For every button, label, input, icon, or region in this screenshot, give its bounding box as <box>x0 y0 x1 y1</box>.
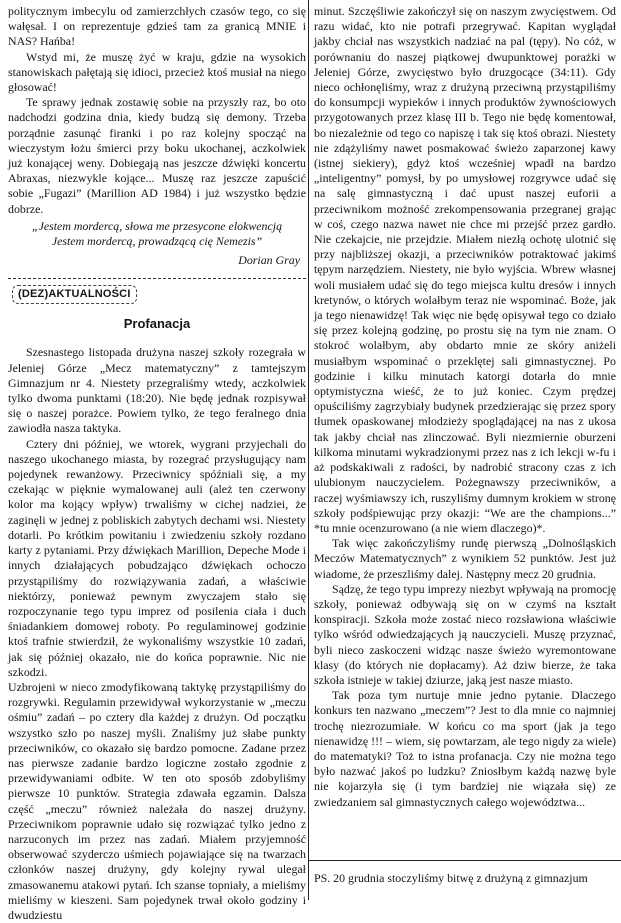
quote-line: „Jestem mordercą, słowa me przesycone elokwencją <box>31 218 283 233</box>
paragraph: Cztery dni później, we wtorek, wygrani przyjechali do naszego ukochanego miasta, by rozegrać przysługujący nam pojedynek rewanżowy. Przeciwnicy spóźniali się, a my czekając w pięknie wymalowanej auli (ależ ten czerwony kolor ma kojący wpływ) trwaliśmy w cichej nadziei, że zaginęli w jednej z pobliskich zabytych dechami wsi. Niestety dotarli. Po krótkim powitaniu i zwiedzeniu szkoły rozdano karty z pytaniami. Przy dźwiękach Marillion, Depeche Mode i innych działających pobudzająco dźwiękach ochoczo przystąpiliśmy do rozwiązywania zadań, a właściwie niektórzy, ponieważ pewnym zwyczajem stało się rozpoczynanie tego typu imprez od posilenia ciała i duch śniadankiem domowej roboty. Po regulaminowej godzinie ktoś trafnie stwierdził, że wykonaliśmy wszystkie 10 zadań, jak się później okazało, nie do końca poprawnie. Nic nie szkodzi. <box>8 436 306 679</box>
poem-quote <box>8 219 306 249</box>
ps-divider <box>308 860 621 861</box>
paragraph: Tak więc zakończyliśmy rundę pierwszą „Dolnośląskich Meczów Matematycznych” z wynikiem 52 punktów. Jest już wiadome, że przeszliśmy dalej. Następny mecz 20 grudnia. <box>314 536 616 581</box>
quote-line: Jestem mordercą, prowadzącą cię Nemezis” <box>51 233 263 248</box>
column-divider <box>308 0 309 900</box>
paragraph: Tak poza tym nurtuje mnie jedno pytanie. Dlaczego konkurs ten nazwano „meczem”? Jest to dla mnie co najmniej trochę niezrozumiałe. W końcu co ma sport (jak ja tego nienawidzę !!! – wiem, się powtarzam, ale tego nigdy za wiele) do matematyki? Toż to istna profanacja. Czy nie można tego było nazwać jakoś po ludzku? Zniosłbym każdą nazwę byle nie kojarzyła się (i tym bardziej nie wiązała się) ze zwiedzaniem sal gimnastycznych całego województwa... <box>314 688 616 809</box>
paragraph: Sądzę, że tego typu imprezy niezbyt wpływają na promocję szkoły, ponieważ odbywają się on w czymś na kształt konspiracji. Szkoła może zostać nieco rozsławiona właściwie tylko wśród odwiedzających ją nauczycieli. Muszę przyznać, byli nieco zaskoczeni widząc nasze świeżo wyremontowane klasy (do których nie dopłacamy). Aż dziw bierze, że taka szkoła istnieje w takiej dziurze, jaką jest nasze miasto. <box>314 581 616 687</box>
article-title: Profanacja <box>123 316 191 332</box>
paragraph: Uzbrojeni w nieco zmodyfikowaną taktykę przystąpiliśmy do rozgrywki. Regulamin przewidywał wykorzystanie w „meczu ośmiu” zadań – po cztery dla każdej z drużyn. Od początku wszystko szło po naszej myśli. Znaliśmy już słabe punkty przeciwników, co okazało się bardzo pomocne. Zadane przez nas pierwsze zadanie bardzo logiczne zostało zgodnie z przewidywaniami odbite. W ten oto sposób zdobyliśmy pierwsze 10 punktów. Strategia zdawała egzamin. Dalsza część „meczu” również należała do naszej drużyny. Przeciwnikom poprawnie udało się rozwiązać tylko jedno z narzuconych im przez nas zadań. Miałem przyjemność obserwować szyderczo uśmiech pojawiające się na twarzach członków naszej drużyny, gdy kolejny rywal ulegał zmasowanemu atakowi pytań. Ich szanse topniały, a mieliśmy mieliśmy w kieszeni. Sam pojedynek trwał około godziny i dwudziestu <box>8 679 306 922</box>
left-column <box>8 4 306 923</box>
paragraph: politycznym imbecylu od zamierzchłych czasów tego, co się wałęsał. I on reprezentuje gdzieś tam za granicą MNIE i NAS? Hańba! <box>8 4 306 49</box>
right-column <box>314 4 616 810</box>
section-label: (DEZ)AKTUALNOŚCI <box>12 285 137 304</box>
paragraph: Wstyd mi, że muszę żyć w kraju, gdzie na wysokich stanowiskach pałętają się idioci, przecież ktoś musiał na niego głosować! <box>8 49 306 95</box>
paragraph: Szesnastego listopada drużyna naszej szkoły rozegrała w Jeleniej Górze „Mecz matematyczny” z tamtejszym Gimnazjum nr 4. Niestety przegraliśmy wtedy, aczkolwiek tylko dwoma punktami (18:20). Nie będę jednak rozpisywał się o naszej porażce. Powiem tylko, że tego feralnego dnia zawiodła nasza taktyka. <box>8 345 306 436</box>
author-signature: Dorian Gray <box>238 252 300 267</box>
postscript: PS. 20 grudnia stoczyliśmy bitwę z drużyną z gimnazjum <box>314 871 588 885</box>
paragraph: minut. Szczęśliwie zakończył się on naszym zwycięstwem. Od razu widać, kto nie potrafi przegrywać. Kapitan wyglądał jakby chciał nas wszystkich nadziać na pal (tępy). No cóż, w porównaniu do naszej piątkowej dwupunktowej porażki w Jeleniej Górze, zwycięstwo było druzgocące (34:11). Gdy nieco ochłonęliśmy, wraz z drużyną przeciwną przystąpiliśmy do konsumpcji wypieków i innych produktów żywnościowych przygotowanych przez klasę III b. Tego nie będę komentował, bo niezależnie od tego co napiszę i tak się ktoś obrazi. Niestety nie zdążyliśmy nawet posmakować świeżo zaparzonej kawy (istnej siekiery), gdyż ktoś wcześniej wpadł na bardzo „inteligentny” pomysł, by po umysłowej rozgrywce udać się na salę gimnastyczną i dać upust naszej euforii a przeciwnikom możność zrekompensowania przegranej grając w coś, czego nazwa nawet nie chce mi przejść przez gardło. Nie czekajcie, nie przejdzie. Miałem niezłą ochotę ulotnić się przy najbliższej okazji, a przeciwników potraktować jakimś tępym narzędziem. Niestety, nie było wyjścia. Wbrew własnej woli musiałem udać się do tego miejsca kultu dresów i innych kretynów, o których wolałbym teraz nie wspominać. Boże, jak ja tego nienawidzę! Tak więc nie będę opisywał tego co działo się przez kolejną godzinę, po prostu się na tym nie znam. O stokroć wolałbym, aby obdarto mnie ze skóry aniżeli musiałbym wspominać o przeklętej sali gimnastycznej. Po godzinie i kilku minutach katorgi dotarła do mnie optymistyczna wieść, że to już koniec. Czym prędzej opuściliśmy zagrzybiały budynek przedzierając się przez spory tłumek opaskowanej młodzieży spoglądającej na nas z ukosa tak jakby chciał nas zlinczować. Byli niezmiernie oburzeni kilkoma minutami wykradzionymi przez nas z ich lekcji w-fu i aż podskakiwali z radości, by nadrobić stracony czas z ich ulubionym nauczycielem. Pożegnawszy przeciwników, a raczej wyśmiawszy ich, ruszyliśmy dumnym krokiem w stronę szkoły podśpiewując przy okazji: “We are the champions...” *tu mnie ocenzurowano (a nie wiem dlaczego)*. <box>314 4 616 535</box>
section-separator <box>8 278 306 279</box>
paragraph: Te sprawy jednak zostawię sobie na przyszły raz, bo oto nadchodzi godzina dnia, kiedy budzą się demony. Trzeba porządnie zasunąć firanki i po raz kolejny spocząć na wieczystym łożu śmierci przy boku ukochanej, aczkolwiek już konającej weny. Dobiegają nas jeszcze dźwięki koncertu Abraxas, niezwykle kojące... Muszę raz jeszcze zapuścić sobie „Fugazi” (Marillion AD 1984) i już wszystko będzie dobrze. <box>8 95 306 216</box>
